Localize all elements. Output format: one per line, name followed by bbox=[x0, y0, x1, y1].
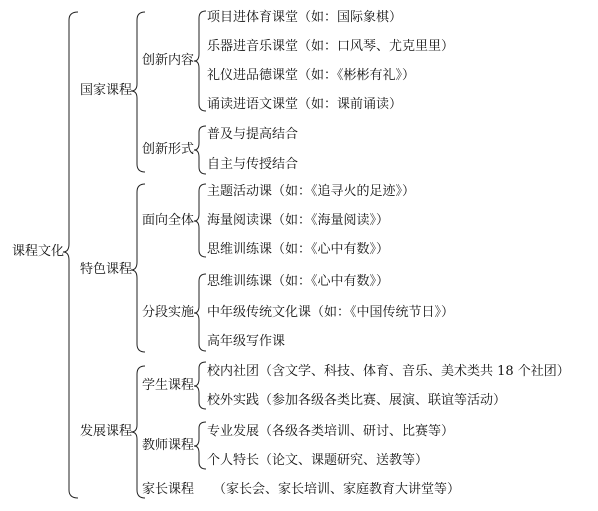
parent-course-desc: （家长会、家长培训、家庭教育大讲堂等） bbox=[213, 482, 461, 497]
leaf-item: 礼仪进品德课堂（如：《彬彬有礼》） bbox=[207, 68, 416, 83]
for-all-label: 面向全体 bbox=[142, 213, 195, 228]
teacher-course-label: 教师课程 bbox=[142, 438, 195, 453]
teacher-bracket bbox=[194, 422, 206, 469]
leaf-item: 海量阅读课（如：《海量阅读》） bbox=[207, 213, 390, 228]
national-course-label: 国家课程 bbox=[80, 83, 133, 98]
leaf-item: 校内社团（含文学、科技、体育、音乐、美术类共 18 个社团） bbox=[207, 364, 570, 379]
leaf-item: 思维训练课（如：《心中有数》） bbox=[207, 274, 390, 289]
innovation-content-label: 创新内容 bbox=[142, 53, 195, 68]
innovation-form-label: 创新形式 bbox=[142, 142, 195, 157]
development-course-label: 发展课程 bbox=[80, 424, 133, 439]
root-label: 课程文化 bbox=[12, 244, 65, 259]
leaf-item: 个人特长（论文、课题研究、送教等） bbox=[207, 453, 429, 468]
leaf-item: 校外实践（参加各级各类比赛、展演、联谊等活动） bbox=[207, 393, 507, 408]
leaf-item: 专业发展（各级各类培训、研讨、比赛等） bbox=[207, 424, 455, 439]
leaf-item: 主题活动课（如：《追寻火的足迹》） bbox=[207, 184, 416, 199]
leaf-item: 中年级传统文化课（如：《中国传统节日》） bbox=[207, 305, 455, 320]
root-bracket bbox=[63, 12, 78, 498]
leaf-item: 思维训练课（如：《心中有数》） bbox=[207, 242, 390, 257]
leaf-item: 普及与提高结合 bbox=[207, 127, 299, 142]
parent-course-label: 家长课程 bbox=[142, 482, 195, 497]
staged-label: 分段实施 bbox=[142, 305, 195, 320]
student-bracket bbox=[194, 362, 206, 409]
featured-bracket bbox=[131, 184, 145, 352]
leaf-item: 诵读进语文课堂（如：课前诵读） bbox=[207, 97, 403, 112]
student-course-label: 学生课程 bbox=[142, 378, 195, 393]
leaf-item: 乐器进音乐课堂（如：口风琴、尤克里里） bbox=[207, 39, 455, 54]
staged-bracket bbox=[194, 274, 206, 351]
leaf-item: 自主与传授结合 bbox=[207, 157, 299, 172]
leaf-item: 高年级写作课 bbox=[207, 334, 286, 349]
leaf-item: 项目进体育课堂（如：国际象棋） bbox=[207, 10, 403, 25]
all-bracket bbox=[194, 184, 206, 257]
content-bracket bbox=[194, 11, 206, 111]
form-bracket bbox=[194, 126, 206, 174]
featured-course-label: 特色课程 bbox=[80, 262, 133, 277]
